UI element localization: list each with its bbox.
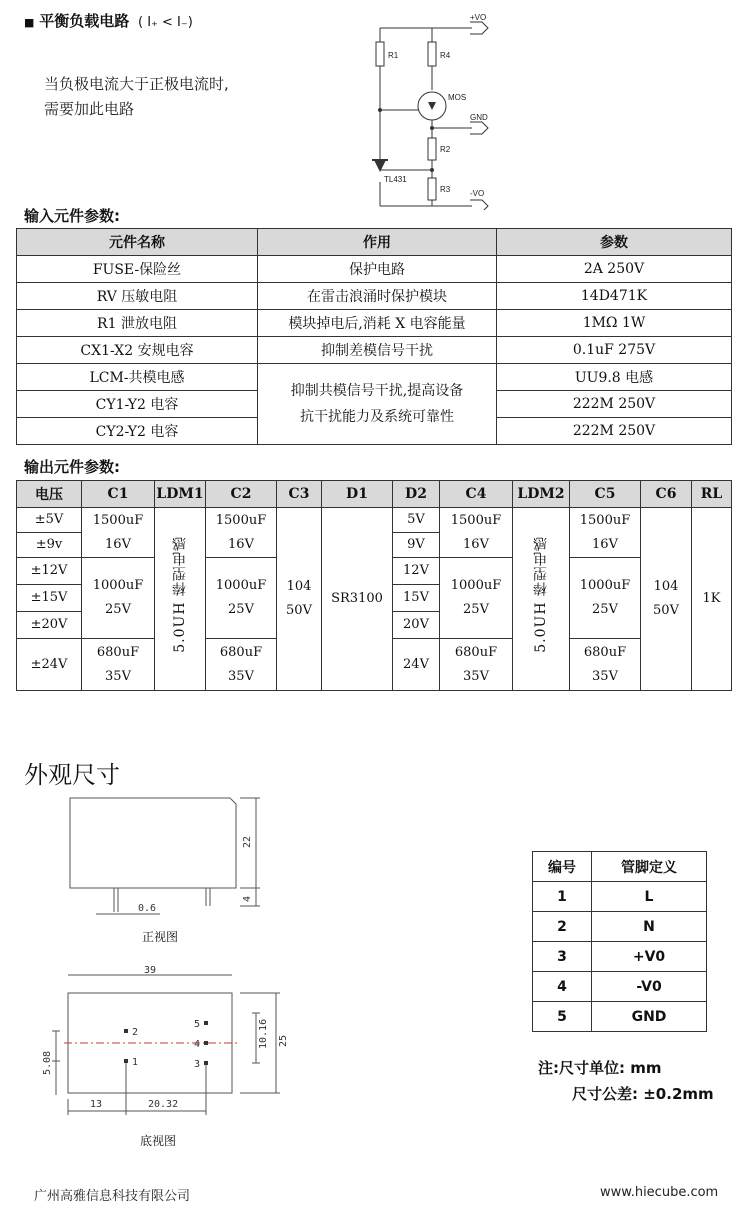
merged-function-line-1: 抑制共模信号干扰,提高设备 bbox=[290, 383, 464, 399]
label-mos: MOS bbox=[448, 93, 467, 102]
cell: UU9.8 电感 bbox=[497, 364, 732, 391]
voltage-cell: ±5V bbox=[17, 508, 82, 533]
c3-volt: 50V bbox=[286, 603, 312, 618]
c3-cell bbox=[277, 508, 322, 691]
cell: R1 泄放电阻 bbox=[17, 310, 258, 337]
front-dim-height: 22 bbox=[242, 835, 253, 848]
c5-volt: 25V bbox=[592, 602, 618, 617]
bottom-dim-height: 25 bbox=[278, 1034, 289, 1047]
output-header: 电压 bbox=[17, 481, 82, 508]
cell: N bbox=[592, 912, 707, 942]
cell: 2A 250V bbox=[497, 256, 732, 283]
c1-group2 bbox=[82, 558, 155, 639]
output-header: C6 bbox=[641, 481, 692, 508]
note-unit-label: 注:尺寸单位: bbox=[538, 1059, 625, 1077]
label-tl431: TL431 bbox=[384, 175, 407, 184]
input-header-name: 元件名称 bbox=[17, 229, 258, 256]
label-gnd: GND bbox=[470, 113, 488, 122]
note-tolerance bbox=[572, 1083, 714, 1104]
c5-group3 bbox=[570, 639, 641, 691]
front-dim-pin: 4 bbox=[242, 895, 253, 902]
front-view-caption: 正视图 bbox=[142, 930, 179, 944]
c5-volt: 35V bbox=[592, 668, 618, 684]
output-header: LDM2 bbox=[513, 481, 570, 508]
output-header: C3 bbox=[277, 481, 322, 508]
ldm2-text: 5.0UH 棒型电感 bbox=[533, 536, 549, 653]
c4-group1 bbox=[440, 508, 513, 558]
output-header: D2 bbox=[393, 481, 440, 508]
note-tol-value: ±0.2mm bbox=[643, 1085, 714, 1103]
cell: GND bbox=[592, 1002, 707, 1032]
voltage-cell: ±15V bbox=[17, 585, 82, 612]
cell: 5 bbox=[533, 1002, 592, 1032]
c6-cap: 104 bbox=[653, 579, 679, 594]
cell: +V0 bbox=[592, 942, 707, 972]
ldm2-cell bbox=[513, 508, 570, 691]
note-unit bbox=[538, 1057, 662, 1078]
cell: CX1-X2 安规电容 bbox=[17, 337, 258, 364]
pin-header-definition: 管脚定义 bbox=[592, 852, 707, 882]
cell: 抑制差模信号干扰 bbox=[258, 337, 497, 364]
rl-cell: 1K bbox=[692, 508, 732, 691]
bottom-dim-width: 39 bbox=[144, 965, 157, 976]
c4-cap: 1500uF bbox=[450, 512, 502, 528]
dimensions-title: 外观尺寸 bbox=[24, 761, 120, 789]
input-header-function: 作用 bbox=[258, 229, 497, 256]
table-row bbox=[17, 256, 732, 283]
pin-1-mark bbox=[124, 1059, 128, 1063]
output-header: C4 bbox=[440, 481, 513, 508]
pin-3-mark bbox=[204, 1061, 208, 1065]
c2-group3 bbox=[206, 639, 277, 691]
c4-group2 bbox=[440, 558, 513, 639]
c6-volt: 50V bbox=[653, 603, 679, 618]
front-view-drawing bbox=[60, 790, 280, 950]
label-r4: R4 bbox=[440, 51, 451, 60]
d2-cell: 12V bbox=[393, 558, 440, 585]
cell: 4 bbox=[533, 972, 592, 1002]
note-unit-value: mm bbox=[630, 1059, 662, 1077]
input-table-title: 输入元件参数: bbox=[24, 207, 120, 225]
table-row bbox=[17, 337, 732, 364]
footer-website[interactable]: www.hiecube.com bbox=[600, 1185, 719, 1200]
c2-group2 bbox=[206, 558, 277, 639]
c4-volt: 35V bbox=[463, 668, 489, 684]
output-header: RL bbox=[692, 481, 732, 508]
d2-cell: 24V bbox=[393, 639, 440, 691]
c1-volt: 16V bbox=[105, 536, 131, 552]
cell: 1MΩ 1W bbox=[497, 310, 732, 337]
cell: -V0 bbox=[592, 972, 707, 1002]
table-row bbox=[533, 882, 707, 912]
c2-cap: 680uF bbox=[219, 644, 263, 660]
pin-label-3: 3 bbox=[194, 1059, 201, 1070]
cell: FUSE-保险丝 bbox=[17, 256, 258, 283]
c5-group1 bbox=[570, 508, 641, 558]
table-row bbox=[533, 972, 707, 1002]
cell: CY1-Y2 电容 bbox=[17, 391, 258, 418]
cell: 在雷击浪涌时保护模块 bbox=[258, 283, 497, 310]
cell: 保护电路 bbox=[258, 256, 497, 283]
output-header: C2 bbox=[206, 481, 277, 508]
label-r1: R1 bbox=[388, 51, 399, 60]
pin-label-1: 1 bbox=[132, 1057, 139, 1068]
c1-cap: 1500uF bbox=[92, 512, 144, 528]
c4-group3 bbox=[440, 639, 513, 691]
c2-cap: 1500uF bbox=[215, 512, 267, 528]
merged-function-line-2: 抗干扰能力及系统可靠性 bbox=[300, 409, 454, 425]
label-vo-plus: +VO bbox=[470, 13, 487, 22]
c1-cap: 680uF bbox=[96, 644, 140, 660]
merged-function-cell bbox=[258, 364, 497, 445]
bottom-dim-offset: 5.08 bbox=[42, 1050, 53, 1075]
pin-label-5: 5 bbox=[194, 1019, 201, 1030]
pin-definition-table bbox=[532, 851, 707, 1032]
table-row bbox=[533, 942, 707, 972]
bottom-view-caption: 底视图 bbox=[140, 1134, 177, 1148]
cell: 0.1uF 275V bbox=[497, 337, 732, 364]
footer-company: 广州高雅信息科技有限公司 bbox=[34, 1189, 191, 1204]
pin-header-number: 编号 bbox=[533, 852, 592, 882]
cell: 3 bbox=[533, 942, 592, 972]
c1-cap: 1000uF bbox=[92, 578, 144, 593]
note-tol-label: 尺寸公差: bbox=[572, 1085, 638, 1103]
table-row bbox=[533, 912, 707, 942]
ldm1-cell bbox=[155, 508, 206, 691]
table-row bbox=[17, 310, 732, 337]
c2-volt: 16V bbox=[228, 536, 254, 552]
balance-title: 平衡负载电路 bbox=[39, 12, 130, 30]
bottom-dim-span: 20.32 bbox=[148, 1099, 179, 1110]
cell: 2 bbox=[533, 912, 592, 942]
front-dim-pin-width: 0.6 bbox=[138, 903, 157, 914]
c4-volt: 16V bbox=[463, 536, 489, 552]
pin-5-mark bbox=[204, 1021, 208, 1025]
c5-volt: 16V bbox=[592, 536, 618, 552]
balance-title-suffix: ( I₊ < I₋) bbox=[137, 15, 193, 30]
cell: 模块掉电后,消耗 X 电容能量 bbox=[258, 310, 497, 337]
cell: L bbox=[592, 882, 707, 912]
output-header: C5 bbox=[570, 481, 641, 508]
voltage-cell: ±9v bbox=[17, 533, 82, 558]
c1-group1 bbox=[82, 508, 155, 558]
section-title-balance: ■ 平衡负载电路 ( I₊ < I₋) bbox=[24, 12, 193, 30]
cell: 14D471K bbox=[497, 283, 732, 310]
c1-volt: 25V bbox=[105, 602, 131, 617]
cell: 1 bbox=[533, 882, 592, 912]
cell: RV 压敏电阻 bbox=[17, 283, 258, 310]
c6-cell bbox=[641, 508, 692, 691]
input-header-params: 参数 bbox=[497, 229, 732, 256]
c5-cap: 1000uF bbox=[579, 578, 631, 593]
c4-cap: 680uF bbox=[454, 644, 498, 660]
table-row bbox=[17, 364, 732, 391]
c5-group2 bbox=[570, 558, 641, 639]
output-params-table bbox=[16, 480, 732, 691]
c1-group3 bbox=[82, 639, 155, 691]
voltage-cell: ±24V bbox=[17, 639, 82, 691]
c2-group1 bbox=[206, 508, 277, 558]
d2-cell: 9V bbox=[393, 533, 440, 558]
c4-cap: 1000uF bbox=[450, 578, 502, 593]
d2-cell: 20V bbox=[393, 612, 440, 639]
pin-label-4: 4 bbox=[194, 1039, 201, 1050]
voltage-cell: ±20V bbox=[17, 612, 82, 639]
label-r2: R2 bbox=[440, 145, 451, 154]
output-header: C1 bbox=[82, 481, 155, 508]
output-header: LDM1 bbox=[155, 481, 206, 508]
c1-volt: 35V bbox=[105, 668, 131, 684]
pin-label-2: 2 bbox=[132, 1027, 139, 1038]
cell: CY2-Y2 电容 bbox=[17, 418, 258, 445]
bottom-dim-left: 13 bbox=[90, 1099, 103, 1110]
output-table-title: 输出元件参数: bbox=[24, 458, 120, 476]
desc-line-1: 当负极电流大于正极电流时, bbox=[44, 75, 229, 93]
c5-cap: 680uF bbox=[583, 644, 627, 660]
c2-volt: 35V bbox=[228, 668, 254, 684]
d2-cell: 15V bbox=[393, 585, 440, 612]
d2-cell: 5V bbox=[393, 508, 440, 533]
desc-line-2: 需要加此电路 bbox=[44, 100, 135, 118]
c2-volt: 25V bbox=[228, 602, 254, 617]
cell: LCM-共模电感 bbox=[17, 364, 258, 391]
table-row bbox=[17, 283, 732, 310]
label-vo-minus: -VO bbox=[470, 189, 485, 198]
d1-cell: SR3100 bbox=[322, 508, 393, 691]
output-header: D1 bbox=[322, 481, 393, 508]
bottom-view-drawing bbox=[40, 965, 290, 1125]
c4-volt: 25V bbox=[463, 602, 489, 617]
balance-circuit-diagram bbox=[370, 10, 500, 210]
bottom-dim-pitch: 10.16 bbox=[258, 1018, 269, 1049]
table-row bbox=[533, 1002, 707, 1032]
cell: 222M 250V bbox=[497, 391, 732, 418]
c2-cap: 1000uF bbox=[215, 578, 267, 593]
input-params-table bbox=[16, 228, 732, 445]
pin-4-mark bbox=[204, 1041, 208, 1045]
c5-cap: 1500uF bbox=[579, 512, 631, 528]
pin-2-mark bbox=[124, 1029, 128, 1033]
balance-description bbox=[44, 72, 229, 122]
voltage-cell: ±12V bbox=[17, 558, 82, 585]
label-r3: R3 bbox=[440, 185, 451, 194]
c3-cap: 104 bbox=[286, 579, 312, 594]
cell: 222M 250V bbox=[497, 418, 732, 445]
ldm1-text: 5.0UH 棒型电感 bbox=[172, 536, 188, 653]
